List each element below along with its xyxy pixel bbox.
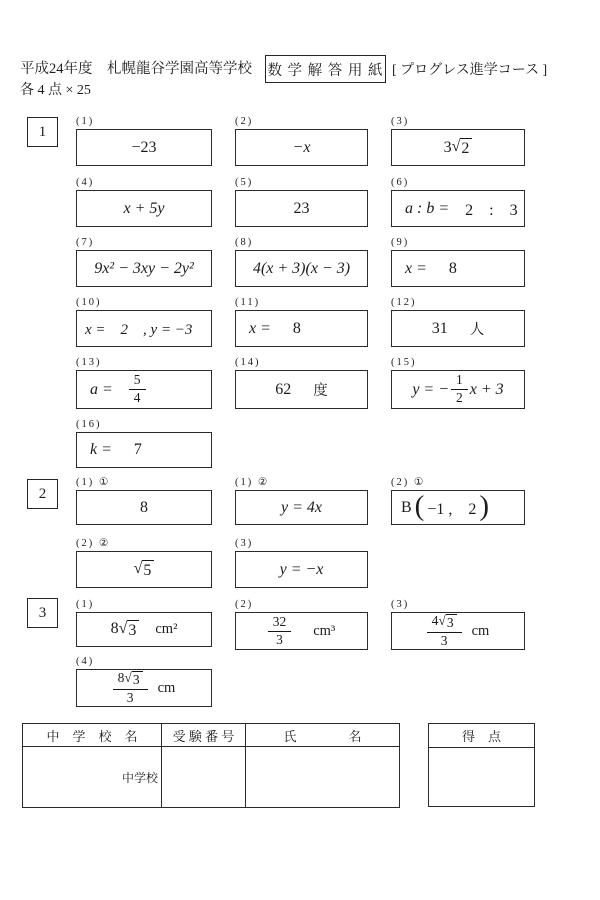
- fraction-denominator: 2: [456, 390, 463, 405]
- answer-box: [235, 370, 368, 409]
- answer-box: [235, 190, 368, 227]
- answer-label: (2): [235, 116, 254, 127]
- answer-value: −x: [292, 138, 311, 156]
- radical-sign: [119, 620, 128, 638]
- answer-cell-2-1: [76, 476, 212, 525]
- answer-label: (5): [235, 177, 254, 188]
- answer-box: [391, 190, 525, 227]
- answer-cell-1-16: [76, 418, 212, 468]
- answer-cell-1-15: [391, 356, 525, 409]
- answer-cell-2-4: [76, 537, 212, 588]
- section-2-number: 2: [27, 479, 58, 509]
- answer-box: [391, 129, 525, 166]
- answer-cell-1-7: [76, 236, 212, 287]
- answer-label: (7): [76, 237, 95, 248]
- fraction: [268, 615, 292, 648]
- answer-value: 4(x + 3)(x − 3): [252, 259, 351, 277]
- answer-label: (2) ①: [391, 477, 426, 488]
- sheet-title-box: [265, 55, 386, 83]
- answer-cell-1-6: [391, 176, 525, 227]
- fraction-numerator: 8: [117, 669, 125, 685]
- exam-number-cell: [162, 747, 246, 807]
- answer-value: 8: [140, 498, 148, 516]
- answer-label: (1) ①: [76, 477, 111, 488]
- answer-box: [235, 612, 368, 650]
- answer-cell-1-12: [391, 296, 525, 347]
- answer-label: (14): [235, 357, 261, 368]
- answer-label: (2) ②: [76, 538, 111, 549]
- answer-cell-3-3: [391, 598, 525, 650]
- answer-box: [76, 490, 212, 525]
- answer-cell-1-14: [235, 356, 368, 409]
- answer-box: [235, 250, 368, 287]
- answer-lhs: k =: [90, 441, 112, 458]
- answer-value: 7: [133, 441, 142, 458]
- answer-label: (12): [391, 297, 417, 308]
- answer-box: [76, 310, 212, 347]
- answer-value: 23: [293, 199, 310, 217]
- answer-label: (4): [76, 177, 95, 188]
- big-paren-close: ): [479, 489, 490, 522]
- answer-value: 31: [431, 319, 448, 337]
- fraction-denominator: 3: [126, 689, 134, 705]
- answer-label: (11): [235, 297, 261, 308]
- radicand: 2: [460, 138, 472, 158]
- answer-box: [391, 310, 525, 347]
- answer-unit: cm: [157, 679, 176, 696]
- answer-value: x = 2 , y = −3: [85, 322, 193, 338]
- radicand: 3: [132, 671, 143, 688]
- answer-label: (9): [391, 237, 410, 248]
- answer-label: (3): [235, 538, 254, 549]
- fraction-denominator: 3: [276, 631, 283, 647]
- answer-label: (1): [76, 599, 95, 610]
- answer-value: y = −x: [279, 560, 324, 578]
- answer-box: [76, 551, 212, 588]
- answer-box: [76, 612, 212, 647]
- point-name: B: [401, 498, 412, 516]
- answer-rhs: x + 3: [469, 380, 504, 398]
- answer-box: [235, 129, 368, 166]
- answer-label: (15): [391, 357, 417, 368]
- answer-label: (2): [235, 599, 254, 610]
- answer-value: −23: [131, 138, 157, 156]
- answer-cell-2-3: [391, 476, 525, 525]
- answer-box: [391, 612, 525, 650]
- answer-unit: 度: [313, 383, 328, 399]
- school-name-cell: [23, 747, 162, 807]
- answer-unit: cm²: [155, 621, 178, 637]
- answer-value: 62: [275, 380, 292, 398]
- answer-label: (6): [391, 177, 410, 188]
- answer-unit: cm³: [313, 622, 336, 639]
- answer-cell-1-2: [235, 115, 368, 166]
- fraction-numerator: 32: [272, 613, 287, 629]
- radical-sign: [134, 560, 143, 578]
- answer-value: −1 , 2: [427, 501, 477, 518]
- score-header: 得 点: [429, 724, 534, 748]
- radical-sign: [452, 138, 461, 156]
- fraction: [451, 373, 468, 406]
- answer-box: [76, 669, 212, 707]
- name-header: 氏 名: [246, 724, 399, 747]
- answer-box: [235, 490, 368, 525]
- answer-lhs: x =: [405, 259, 427, 277]
- answer-label: (10): [76, 297, 102, 308]
- answer-lhs: y = −: [412, 380, 450, 398]
- fraction-numerator: 5: [133, 372, 141, 388]
- fraction-denominator: 4: [133, 390, 141, 405]
- score-box: [428, 723, 535, 807]
- answer-value: 3: [443, 138, 452, 156]
- answer-box: [76, 432, 212, 468]
- exam-number-header: 受 験 番 号: [162, 724, 246, 747]
- fraction: [129, 373, 146, 406]
- answer-value: 2 : 3: [465, 202, 518, 219]
- answer-value: y = 4x: [281, 498, 322, 516]
- answer-label: (4): [76, 656, 95, 667]
- answer-value: 8: [448, 259, 457, 277]
- answer-label: (3): [391, 116, 410, 127]
- student-info-table: [22, 723, 400, 808]
- fraction-denominator: 3: [440, 632, 448, 648]
- answer-box: [391, 490, 525, 525]
- sheet-year-school: 平成24年度 札幌龍谷学園高等学校: [20, 61, 252, 77]
- radical-sign: [124, 671, 131, 686]
- name-cell: [246, 747, 399, 807]
- answer-label: (13): [76, 357, 102, 368]
- points-note: 各 4 点 × 25: [20, 83, 91, 98]
- answer-unit: 人: [469, 322, 485, 338]
- answer-label: (3): [391, 599, 410, 610]
- fraction: [427, 614, 462, 649]
- answer-box: [235, 310, 368, 347]
- answer-box: [76, 370, 212, 409]
- answer-lhs: a =: [90, 380, 113, 398]
- answer-value: 8: [110, 619, 119, 637]
- answer-lhs: x =: [249, 319, 271, 337]
- section-1-number: 1: [27, 117, 58, 147]
- radicand: 5: [142, 560, 154, 580]
- radicand: 3: [127, 620, 139, 640]
- answer-box: [76, 190, 212, 227]
- sheet-title: 数 学 解 答 用 紙: [267, 62, 384, 79]
- school-name-header: 中 学 校 名: [23, 724, 162, 747]
- radicand: 3: [446, 614, 457, 631]
- answer-cell-3-2: [235, 598, 368, 650]
- answer-cell-3-1: [76, 598, 212, 647]
- answer-unit: cm: [471, 622, 490, 639]
- answer-box: [235, 551, 368, 588]
- answer-cell-1-9: [391, 236, 525, 287]
- answer-cell-1-4: [76, 176, 212, 227]
- answer-cell-2-2: [235, 476, 368, 525]
- answer-box: [76, 250, 212, 287]
- answer-label: (8): [235, 237, 254, 248]
- answer-cell-1-1: [76, 115, 212, 166]
- answer-cell-1-3: [391, 115, 525, 166]
- answer-lhs: a : b =: [405, 199, 450, 217]
- answer-cell-2-5: [235, 537, 368, 588]
- answer-cell-1-8: [235, 236, 368, 287]
- school-suffix-label: 中学校: [121, 770, 158, 785]
- answer-cell-3-4: [76, 655, 212, 707]
- fraction-numerator: 4: [431, 612, 439, 628]
- answer-box: [391, 370, 525, 409]
- answer-label: (1) ②: [235, 477, 270, 488]
- section-3-number: 3: [27, 598, 58, 628]
- answer-box: [76, 129, 212, 166]
- answer-cell-1-11: [235, 296, 368, 347]
- big-paren-open: (: [414, 489, 425, 522]
- answer-label: (1): [76, 116, 95, 127]
- answer-label: (16): [76, 419, 102, 430]
- answer-box: [391, 250, 525, 287]
- answer-value: 9x² − 3xy − 2y²: [94, 259, 194, 277]
- fraction-numerator: 1: [456, 372, 463, 388]
- answer-cell-1-10: [76, 296, 212, 347]
- answer-cell-1-13: [76, 356, 212, 409]
- course-label: [ プログレス進学コース ]: [392, 63, 548, 78]
- answer-value: 8: [292, 319, 301, 337]
- radical-sign: [438, 614, 445, 629]
- answer-cell-1-5: [235, 176, 368, 227]
- answer-value: x + 5y: [123, 199, 165, 217]
- fraction: [113, 671, 148, 706]
